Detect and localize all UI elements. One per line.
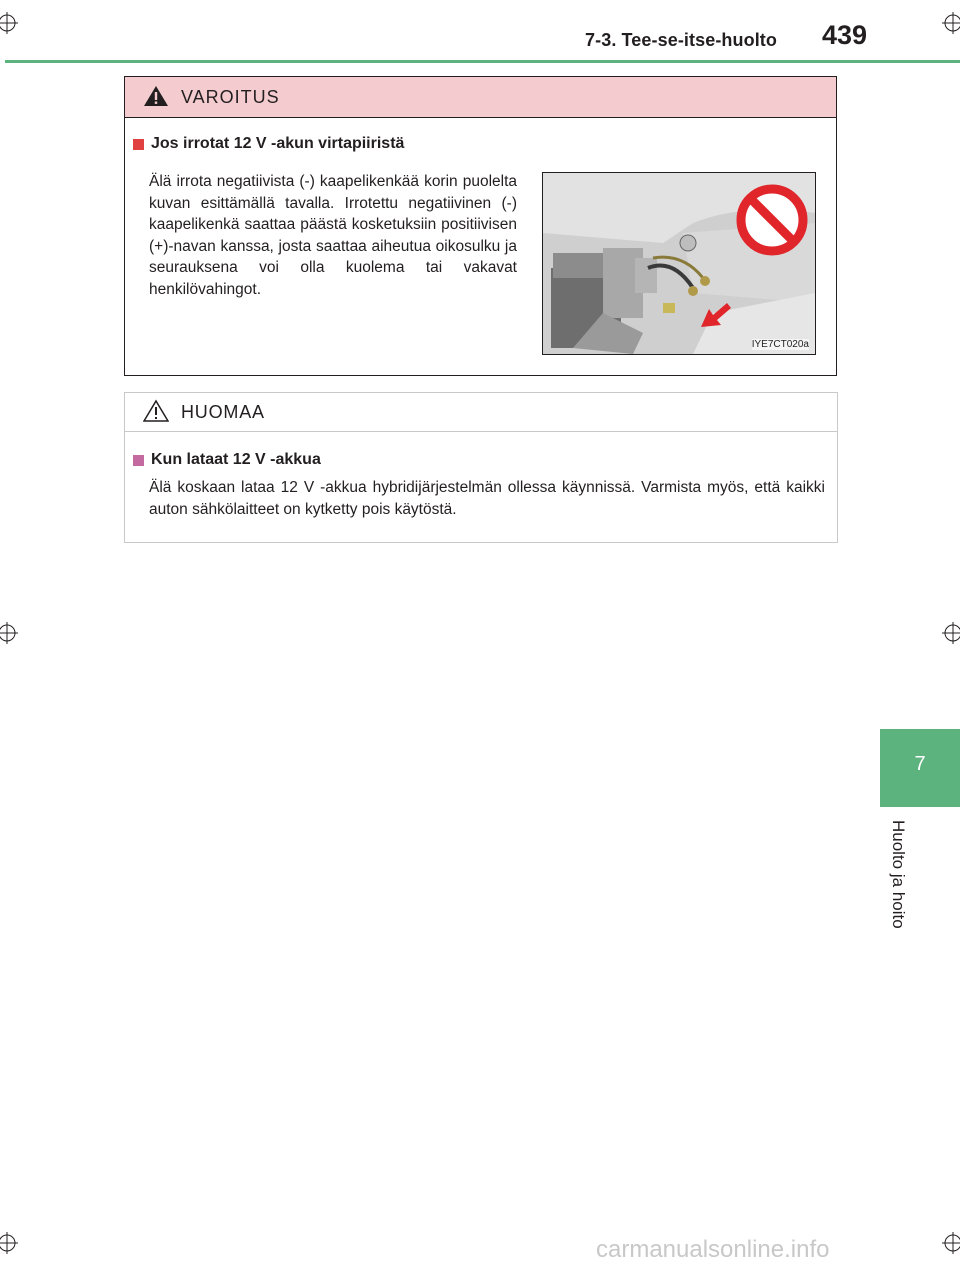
image-code: IYE7CT020a: [751, 339, 809, 350]
warning-header: [125, 77, 836, 118]
warning-triangle-icon: [143, 85, 169, 112]
notice-heading-text: Kun lataat 12 V -akkua: [151, 451, 321, 468]
arrow-icon: [699, 299, 733, 329]
notice-box: [124, 392, 838, 543]
warning-box: [124, 76, 837, 376]
warning-body-text: Älä irrota negatiivista (-) kaapelikenkää korin puolelta kuvan esittämällä tavalla. Irrotettu negatiivinen (-) kaapelikenkä saattaa päästä kosketuksiin positiivisen (+)-navan kanssa, josta saattaa aiheutua oikosulku ja seurauksena voi olla kuolema tai vakavat henkilövahingot.: [149, 173, 517, 298]
registration-mark-icon: [0, 12, 18, 34]
watermark: carmanualsonline.info: [596, 1236, 830, 1263]
prohibited-icon: [735, 183, 809, 257]
chapter-title: Huolto ja hoito: [889, 820, 908, 929]
registration-mark-icon: [942, 1232, 960, 1254]
chapter-number: 7: [914, 753, 926, 775]
square-bullet-icon: [133, 455, 144, 466]
square-bullet-icon: [133, 139, 144, 150]
notice-item-heading: [133, 451, 321, 469]
header-divider: [5, 60, 960, 63]
section-title: 7-3. Tee-se-itse-huolto: [585, 30, 777, 50]
warning-heading-text: Jos irrotat 12 V -akun virtapiiristä: [151, 135, 405, 152]
notice-body-text: Älä koskaan lataa 12 V -akkua hybridijärjestelmän ollessa käynnissä. Varmista myös, että kaikki auton sähkölaitteet on kytketty pois käytöstä.: [149, 479, 825, 518]
chapter-label: [882, 820, 912, 980]
notice-title: HUOMAA: [181, 402, 265, 422]
notice-header: [125, 393, 837, 432]
registration-mark-icon: [942, 622, 960, 644]
warning-title: VAROITUS: [181, 87, 280, 107]
battery-terminal-photo: [542, 172, 816, 355]
warning-item-heading: [133, 135, 404, 153]
chapter-tab: [880, 729, 960, 807]
notice-triangle-icon: [143, 399, 169, 428]
registration-mark-icon: [0, 1232, 18, 1254]
registration-mark-icon: [942, 12, 960, 34]
page-number: 439: [822, 20, 868, 50]
registration-mark-icon: [0, 622, 18, 644]
